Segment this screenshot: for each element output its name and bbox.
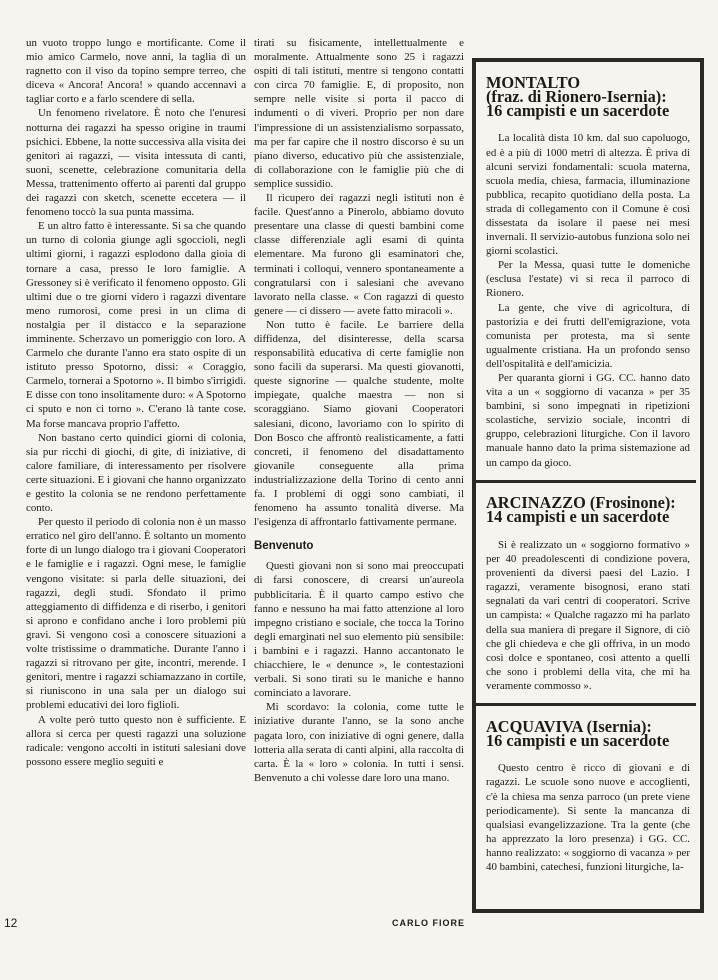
box-paragraph: Per quaranta giorni i GG. CC. hanno dato vita a un « soggiorno di vacanza » per 35 bambini, si sono impegnati in ripetizioni scolastiche, servizio sociale, incontri di gruppo, celebrazioni liturgiche. Con il lavoro manuale hanno dato la prima sistemazione ad un campo da gioco. [486,372,690,469]
paragraph: tirati su fisicamente, intellettualmente e moralmente. Attualmente sono 25 i ragazzi ospiti di tali istituti, mentre si tengono contatti con circa 70 famiglie. E, di proposito, non sempre nelle visite si porta il pacco di indumenti o di viveri. Proprio per non dare l'impressione di un assistenzialismo sorpassato, ma per far capire che il nostro discorso è su un piano diverso, educativo più che assistenziale, di collaborazione con le famiglie più che di semplice sussidio. [254,37,464,190]
paragraph: Questi giovani non si sono mai preoccupati di farsi conoscere, di crearsi un'aureola pubblicitaria. È il quarto campo estivo che fanno e nessuno ha mai fatto attenzione al loro impegno cristiano e sociale, che tocca la Torino degli emarginati nel suo elemento più sensibile: i bambini e i ragazzi. Hanno accantonato le chiacchiere, le « denunce », le contestazioni verbali. Si sono tirati su le maniche e hanno cominciato a lavorare. [254,560,464,700]
box-title: ARCINAZZO (Frosinone): [486,493,676,513]
paragraph: Non tutto è facile. Le barriere della diffidenza, del disinteresse, della scarsa responsabilità educativa di certe famiglie non sono facili da superarsi. Ma questi giovanotti, queste signorine — qualche studente, molte impiegate, qualche maestra — non si scoraggiano. Siamo giovani Cooperatori salesiani, dicono, lavoriamo con lo spirito di Don Bosco che affrontò realisticamente, a fatti concreti, il fenomeno del disadattamento giovanile conseguente alla prima industrializzazione della Torino di cento anni fa. I problemi di oggi sono cambiati, il fenomeno ha assunto tonalità diverse. Ma l'esigenza di affrontarlo fattivamente permane. [254,318,464,529]
box-title: ACQUAVIVA (Isernia): [486,716,652,736]
page-number: 12 [4,916,18,930]
column-right-box [478,58,696,874]
box-tagline: 16 campisti e un sacerdote [486,730,670,750]
paragraph: Mi scordavo: la colonia, come tutte le iniziative durante l'anno, se la sono anche pagata loro, con iniziative di ogni genere, dalla lotteria alla serata di canti alpini, alla raccolta di carta. È la « loro » colonia. In tutti i sensi. Benvenuto a chi volesse dare loro una mano. [254,701,464,784]
paragraph: Un fenomeno rivelatore. È noto che l'enuresi notturna dei ragazzi ha spesso origine in traumi psichici. Ebbene, la notte successiva alla visita dei genitori ai ragazzi, — visita intessuta di canti, suoni, scenette, celebrazione comunitaria della Messa, trattenimento offerto ai parenti dal gruppo dei ragazzi con sketch, scenette eccetera — il fenomeno toccò la sua punta massima. [26,107,246,219]
paragraph: Non bastano certo quindici giorni di colonia, sia pur ricchi di giochi, di gite, di iniziative, di calore familiare, di interessamento per risolvere certe situazioni. E i giovani che hanno organizzato e gestito la colonia se ne rendono perfettamente conto. [26,431,246,515]
box-paragraph: Si è realizzato un « soggiorno formativo » per 40 preadolescenti di condizione povera, provenienti da diversi paesi del Lazio. I ragazzi, veramente bisognosi, erano stati segnalati da vari centri di cooperatori. Scrive un campista: « Qualche ragazzo mi ha parlato della sua maniera di pregare il Signore, di ciò che gli chiedeva e che gli offriva, in un modo così dolce e spontaneo, così attento a quelli che sono i problemi della vita, che mi ha veramente commosso ». [486,538,690,692]
column-left [26,36,246,769]
paragraph: Per questo il periodo di colonia non è un masso erratico nel giro dell'anno. È soltanto un momento forte di un lungo dialogo tra i giovani Cooperatori e le famiglie e i ragazzi. Ogni mese, le famiglie vengono visitate: si parla delle situazioni, dei ragazzi, degli studi. Sfondato il primo atteggiamento di diffidenza e di riserbo, i genitori si aprono e confidano anche i loro problemi più gravi. Si vengono così a conoscere situazioni a volte tristissime o drammatiche. Durante l'anno i ragazzi si ritrovano per gite, incontri, merende. I genitori, mentre i ragazzi schiamazzano in cortile, si riuniscono in una sala per un dialogo sui problemi educativi dei loro figlioli. [26,516,246,712]
paragraph: A volte però tutto questo non è sufficiente. E allora si cerca per questi ragazzi una soluzione radicale: vengono accolti in istituti salesiani dove possono essere meglio seguiti e [26,713,246,768]
box-title: MONTALTO [486,72,581,92]
box-divider [476,480,696,483]
paragraph: Il ricupero dei ragazzi negli istituti non è facile. Quest'anno a Pinerolo, abbiamo dovuto presentare una classe di questi bambini come classe differenziale agli esami di quinta elementare. Ma furono gli esaminatori che, terminati i colloqui, vennero spontaneamente a congratularsi con i salesiani che avevano lavorato nella classe. « Con ragazzi di questo genere — ci dissero — avete fatto miracoli ». [254,192,464,317]
paragraph: un vuoto troppo lungo e mortificante. Come il mio amico Carmelo, nove anni, la taglia di un ragnetto con il viso da topino sempre terreo, che diceva « Ancora! Ancora! » quando accennavi a tagliar corto e a farlo scendere di sella. [26,37,246,106]
column-middle [254,36,464,785]
author-signature: CARLO FIORE [392,918,465,928]
box-paragraph: La gente, che vive di agricoltura, di pastorizia e dei frutti dell'emigrazione, vota comunista per protesta, ma si sente ugualmente cristiana. Ha un profondo senso dell'ospitalità e dell'amicizia. [486,301,690,370]
box-section-title [486,716,690,750]
box-section-title [486,72,690,120]
box-subtitle: (fraz. di Rionero-Isernia): [486,86,667,106]
box-paragraph: Per la Messa, quasi tutte le domeniche (esclusa l'estate) vi si reca il parroco di Rionero. [486,259,690,300]
box-paragraph: Questo centro è ricco di giovani e di ragazzi. Le scuole sono nuove e accoglienti, c'è la chiesa ma senza parroco (un prete viene periodicamente). Si sente la mancanza di qualsiasi evangelizzazione. Tra la gente (che ha apprezzato la loro presenza) i GG. CC. hanno realizzato: « soggiorno di vacanza » per 40 bambini, catechesi, funzioni liturgiche, la- [486,762,690,873]
box-paragraph: La località dista 10 km. dal suo capoluogo, ed è a più di 1000 metri di altezza. È priva di alcuni servizi fondamentali: scuola materna, scuola media, chiesa, farmacia, illuminazione pubblica, recapito quotidiano della posta. La strada di collegamento con il Comune è così dissestata da isolare il paese nei mesi invernali. Il servizio-autobus funziona solo nei giorni scolastici. [486,132,690,258]
box-divider [476,703,696,706]
section-heading: Benvenuto [254,540,314,553]
box-tagline: 14 campisti e un sacerdote [486,507,670,527]
box-section-title [486,493,690,527]
box-tagline: 16 campisti e un sacerdote [486,100,670,120]
paragraph: E un altro fatto è interessante. Si sa che quando un turno di colonia giunge agli sgoccioli, negli ultimi giorni, i ragazzi esplodono dalla gioia di tornare a casa, presso le loro famiglie. A Gressoney si è verificato il fenomeno opposto. Gli ultimi due o tre giorni videro i ragazzi diventare meno rumorosi, come presi in un clima di nostalgia per il distacco e la separazione imminente. Scherzavo un pomeriggio con loro. A Carmelo che durante l'anno era stato ospite di un istituto presso Spotorno, dissi: « Coraggio, Carmelo, tornerai a Spotorno ». Il bimbo s'irrigidì. E disse con tono insolitamente duro: « A Spotorno ci sputo e non ci torno ». C'erano là tante cose. Ma forse mancava proprio l'affetto. [26,220,246,430]
